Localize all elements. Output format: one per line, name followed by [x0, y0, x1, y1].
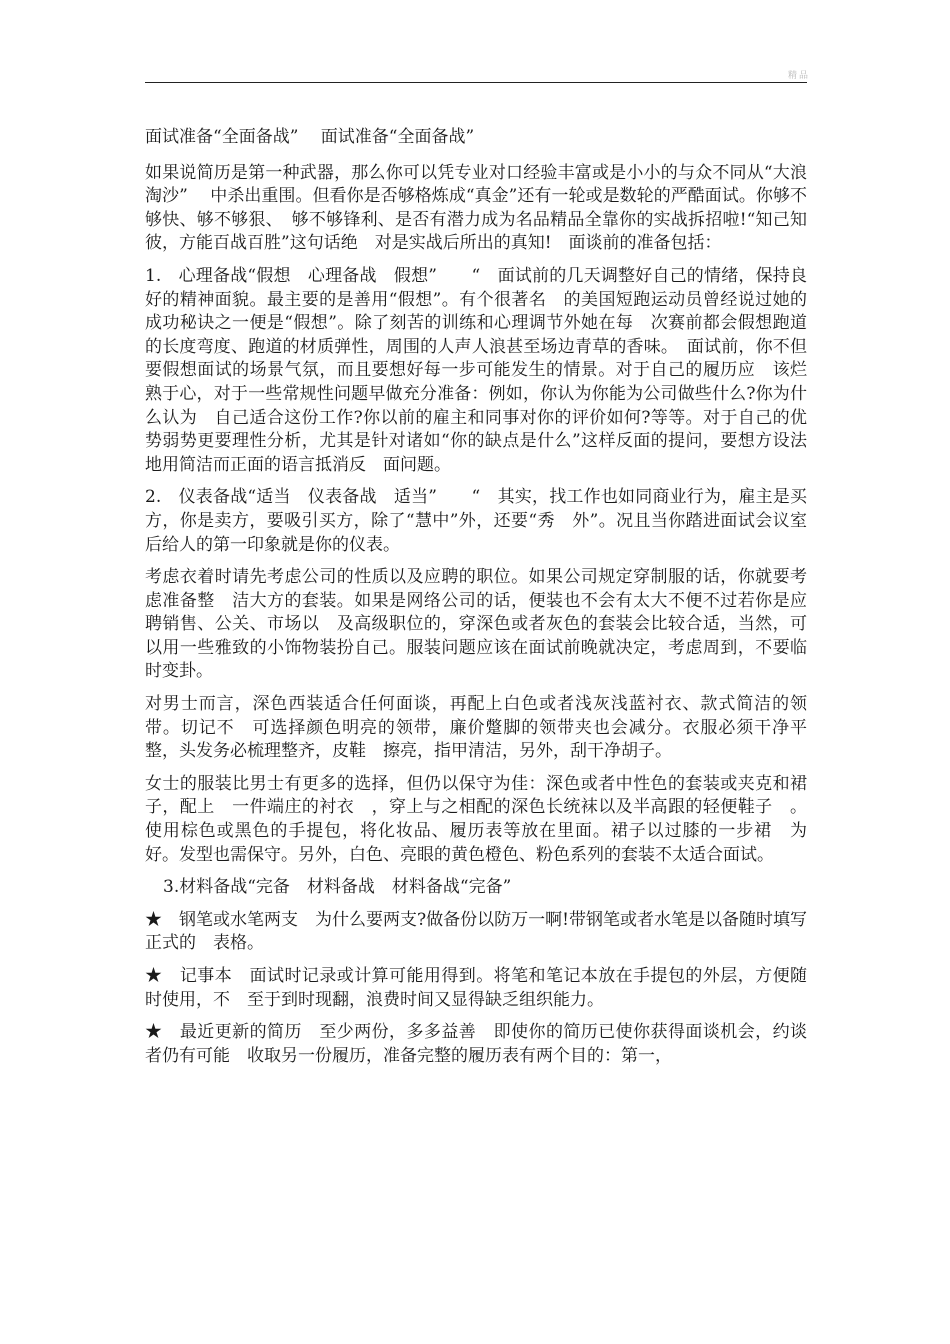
paragraph-men-attire: 对男士而言，深色西装适合任何面谈，再配上白色或者浅灰浅蓝衬衣、款式简洁的领带。切记不 可选择颜色明亮的领带，廉价蹩脚的领带夹也会减分。衣服必须干净平整，头发务必梳理整齐，皮鞋 擦亮，指甲清洁，另外，刮干净胡子。 — [145, 694, 807, 762]
paragraph-materials-heading: 3.材料备战“完备 材料备战 材料备战“完备” — [163, 877, 512, 898]
header-divider — [145, 82, 807, 83]
list-item-pens: ★ 钢笔或水笔两支 为什么要两支?做备份以防万一啊!带钢笔或者水笔是以备随时填写正式的 表格。 — [145, 909, 807, 954]
list-item-resume: ★ 最近更新的简历 至少两份，多多益善 即使你的简历已使你获得面谈机会，约谈者仍有可能 收取另一份履历，准备完整的履历表有两个目的：第一， — [145, 1022, 807, 1066]
paragraph-women-attire: 女士的服装比男士有更多的选择，但仍以保守为佳：深色或者中性色的套装或夹克和裙子，配上 一件端庄的衬衣 ，穿上与之相配的深色长统袜以及半高跟的轻便鞋子 。使用棕色或黑色的手提包，将化妆品、履历表等放在里面。裙子以过膝的一步裙 为好。发型也需保守。另外，白色、亮眼的黄色橙色、粉色系列的套装不太适合面试。 — [145, 773, 807, 865]
list-item-notebook: ★ 记事本 面试时记录或计算可能用得到。将笔和笔记本放在手提包的外层，方便随时使用，不 至于到时现翻，浪费时间又显得缺乏组织能力。 — [145, 966, 807, 1010]
paragraph-mental-prep: 1. 心理备战“假想 心理备战 假想” “ 面试前的几天调整好自己的情绪，保持良好的精神面貌。最主要的是善用“假想”。有个很著名 的美国短跑运动员曾经说过她的成功秘诀之一便是“假想”。除了刻苦的训练和心理调节外她在每 次赛前都会假想跑道的长度弯度、跑道的材质弹性，周围的人声人浪甚至场边青草的香味。 面试前，你不但要假想面试的场景气氛，而且要想好每一步可能发生的情景。对于自己的履历应 该烂熟于心，对于一些常规性问题早做充分准备：例如，你认为你能为公司做些什么?你为什么认为 自己适合这份工作?你以前的雇主和同事对你的评价如何?等等。对于自己的优势弱势更要理性分析，尤其是针对诸如“你的缺点是什么”这样反面的提问，要想方设法地用简洁而正面的语言抵消反 面问题。 — [145, 265, 807, 475]
header-watermark: 精品 — [787, 71, 810, 81]
paragraph-attire: 考虑衣着时请先考虑公司的性质以及应聘的职位。如果公司规定穿制服的话，你就要考虑准备整 洁大方的套装。如果是网络公司的话，便装也不会有太大不便不过若你是应聘销售、公关、市场以 及高级职位的，穿深色或者灰色的套装会比较合适，当然，可以用一些雅致的小饰物装扮自己。服装问题应该在面试前晚就决定，考虑周到，不要临时变卦。 — [145, 567, 807, 682]
document-body — [145, 126, 807, 1077]
document-title: 面试准备“全面备战” 面试准备“全面备战” — [145, 127, 475, 147]
paragraph-appearance-prep: 2. 仪表备战“适当 仪表备战 适当” “ 其实，找工作也如同商业行为，雇主是买方，你是卖方，要吸引买方，除了“慧中”外，还要“秀 外”。况且当你踏进面试会议室后给人的第一印象就是你的仪表。 — [145, 487, 807, 555]
paragraph-intro: 如果说简历是第一种武器，那么你可以凭专业对口经验丰富或是小小的与众不同从“大浪淘沙” 中杀出重围。但看你是否够格炼成“真金”还有一轮或是数轮的严酷面试。你够不够快、够不够狠、 够不够锋利、是否有潜力成为名品精品全靠你的实战拆招啦!“知己知彼，方能百战百胜”这句话绝 对是实战后所出的真知! 面谈前的准备包括： — [145, 162, 807, 254]
